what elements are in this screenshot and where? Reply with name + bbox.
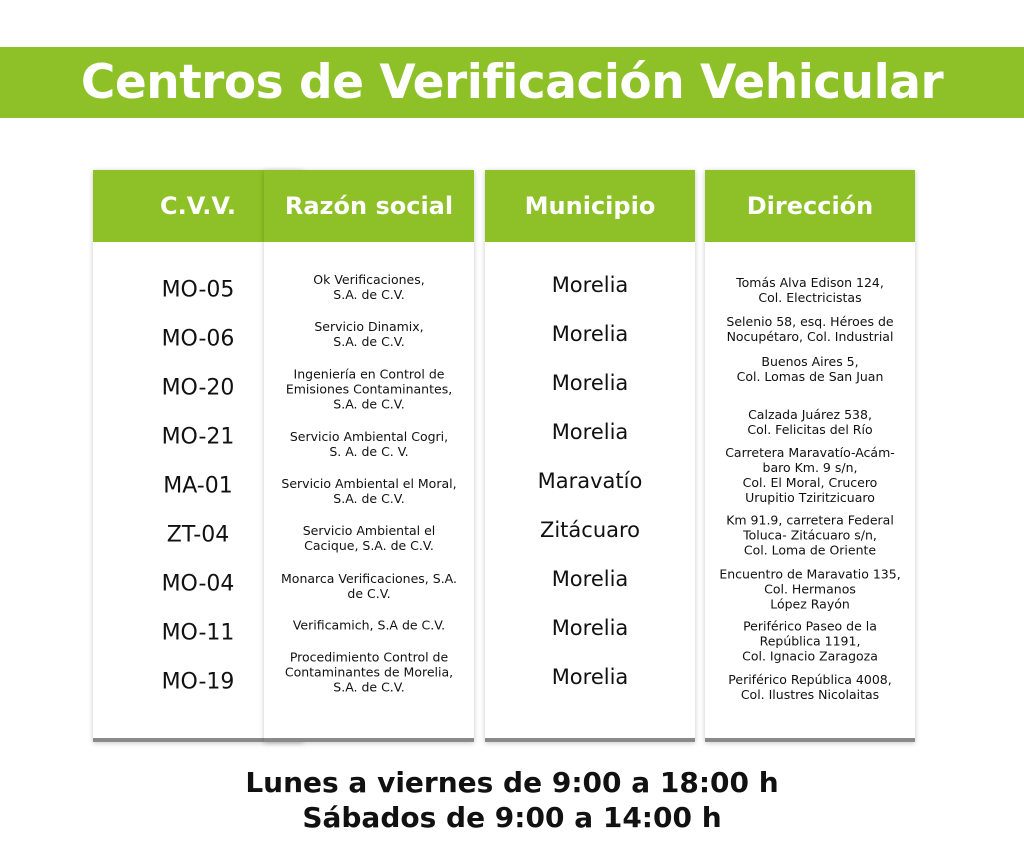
razon-social-line: Cacique, S.A. de C.V. (304, 538, 434, 553)
direccion-line: Col. Hermanos (764, 581, 856, 597)
direccion-line: Urupitio Tziritzicuaro (745, 490, 875, 505)
razon-social-line: de C.V. (347, 586, 391, 601)
municipio: Morelia (551, 420, 629, 444)
razon-social-line: Verificamich, S.A de C.V. (292, 617, 446, 633)
direccion-line: Col. Ilustres Nicolaitas (740, 687, 880, 702)
razon-social-line: S.A. de C.V. (333, 491, 405, 506)
direccion-line: Periférico Paseo de la (743, 618, 877, 634)
cvv-code: MO-04 (161, 571, 235, 597)
razon-social-line: Servicio Ambiental el Moral, (281, 476, 457, 491)
header-municipio: Municipio (485, 170, 695, 242)
direccion-line: baro Km. 9 s/n, (762, 460, 858, 475)
direccion-line: Col. Loma de Oriente (743, 542, 877, 558)
direccion (709, 672, 911, 702)
razon-social (268, 319, 470, 349)
razon-social-line: Ok Verificaciones, (313, 272, 425, 287)
cvv-code: MO-05 (161, 277, 235, 303)
direccion-line: Encuentro de Maravatio 135, (719, 566, 901, 582)
cvv-code: ZT-04 (166, 522, 230, 548)
cvv-code: MO-11 (161, 620, 235, 646)
razon-social-line: Monarca Verificaciones, S.A. (281, 571, 457, 586)
direccion (709, 513, 911, 558)
direccion (709, 314, 911, 344)
razon-social-line: S.A. de C.V. (333, 679, 405, 695)
cvv-code: MO-19 (161, 669, 235, 695)
municipio: Morelia (551, 567, 629, 591)
column-direccion (705, 170, 915, 742)
direccion-line: López Rayón (770, 596, 850, 612)
cvv-code: MO-21 (161, 424, 235, 450)
direccion-line: República 1191, (759, 633, 861, 649)
razon-social-line: Ingeniería en Control de (293, 366, 445, 382)
razon-social-line: Servicio Ambiental el (302, 523, 436, 538)
municipio: Morelia (551, 371, 629, 395)
direccion (709, 445, 911, 505)
cvv-code: MO-20 (161, 375, 235, 401)
hours-weekdays: Lunes a viernes de 9:00 a 18:00 h (245, 766, 779, 799)
municipio: Maravatío (537, 469, 643, 493)
razon-social-line: Procedimiento Control de (289, 649, 449, 665)
municipio: Zitácuaro (539, 518, 641, 542)
direccion (709, 567, 911, 612)
razon-social (268, 476, 470, 506)
direccion-line: Tomás Alva Edison 124, (736, 275, 884, 290)
column-municipio (485, 170, 695, 742)
municipio: Morelia (551, 665, 629, 689)
municipio: Morelia (551, 273, 629, 297)
razon-social (268, 367, 470, 412)
razon-social (268, 650, 470, 695)
razon-social (268, 571, 470, 601)
direccion-line: Col. Electricistas (758, 290, 862, 305)
direccion-line: Nocupétaro, Col. Industrial (726, 329, 894, 344)
direccion-line: Selenio 58, esq. Héroes de (726, 314, 894, 329)
razon-social-line: S.A. de C.V. (333, 396, 405, 412)
razon-social (268, 429, 470, 459)
column-razon-social (264, 170, 474, 742)
direccion-line: Calzada Juárez 538, (748, 407, 872, 422)
direccion-line: Col. Lomas de San Juan (736, 369, 884, 384)
razon-social-line: Servicio Ambiental Cogri, (289, 429, 449, 444)
direccion-line: Col. Felicitas del Río (747, 422, 873, 437)
direccion (709, 275, 911, 305)
direccion (709, 407, 911, 437)
razon-social-line: S.A. de C.V. (333, 334, 405, 349)
header-direccion: Dirección (705, 170, 915, 242)
cvv-code: MO-06 (161, 326, 235, 352)
razon-social-line: S. A. de C. V. (329, 444, 409, 459)
razon-social (268, 523, 470, 553)
direccion-line: Periférico República 4008, (728, 672, 892, 687)
hours-saturday: Sábados de 9:00 a 14:00 h (302, 801, 722, 834)
razon-social (268, 618, 470, 633)
page-title: Centros de Verificación Vehicular (0, 47, 1024, 118)
razon-social-line: Contaminantes de Morelia, (284, 664, 454, 680)
razon-social-line: Emisiones Contaminantes, (285, 381, 453, 397)
direccion-line: Km 91.9, carretera Federal (726, 512, 894, 528)
header-cvv: C.V.V. (93, 170, 303, 242)
razon-social-line: S.A. de C.V. (333, 287, 405, 302)
direccion-line: Carretera Maravatío-Acám- (725, 445, 895, 460)
razon-social (268, 272, 470, 302)
header-razon-social: Razón social (264, 170, 474, 242)
cvv-code: MA-01 (163, 473, 233, 499)
municipio: Morelia (551, 322, 629, 346)
direccion (709, 619, 911, 664)
direccion (709, 354, 911, 384)
municipio: Morelia (551, 616, 629, 640)
direccion-line: Toluca- Zitácuaro s/n, (743, 527, 877, 543)
direccion-line: Buenos Aires 5, (761, 354, 859, 369)
direccion-line: Col. Ignacio Zaragoza (742, 648, 878, 664)
razon-social-line: Servicio Dinamix, (314, 319, 424, 334)
direccion-line: Col. El Moral, Crucero (742, 475, 878, 490)
